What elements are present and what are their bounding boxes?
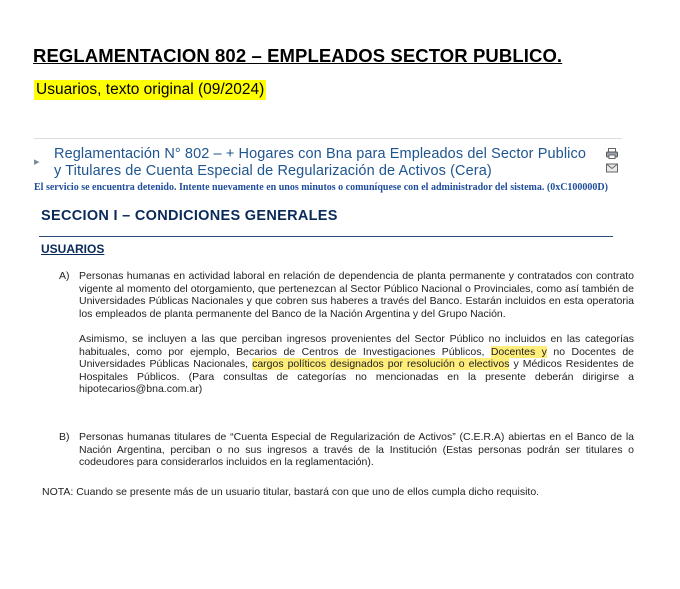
title-bar	[34, 138, 622, 183]
item-a-label: A)	[59, 270, 70, 282]
email-icon[interactable]	[606, 162, 618, 173]
service-error-message: El servicio se encuentra detenido. Intente nuevamente en unos minutos o comuníquese con el administrador del sistema. (0xC100000D)	[34, 182, 608, 193]
document-screenshot	[34, 138, 635, 578]
page-heading: REGLAMENTACION 802 – EMPLEADOS SECTOR PUBLICO.	[33, 45, 563, 66]
p2-text-end: y Médicos Residentes de Hospitales Públicos. (Para consultas de categorías no mencionadas en la presente deberán dirigirse a hipotecarios@bna.com.ar)	[79, 358, 635, 395]
item-b-label: B)	[59, 431, 70, 443]
item-a-text	[79, 270, 634, 396]
print-icon[interactable]	[606, 148, 618, 159]
highlight-cargos-politicos: cargos políticos designados por resolución o electivos	[252, 358, 510, 370]
bullet-icon: ▸	[34, 156, 40, 168]
highlight-docentes: Docentes y	[490, 345, 547, 358]
toolbar-icons	[606, 148, 622, 176]
nota-text: NOTA: Cuando se presente más de un usuario titular, bastará con que uno de ellos cumpla dicho requisito.	[42, 486, 540, 498]
p2-text-start: Asimismo, se incluyen a las que perciban ingresos provenientes del Sector Público no incluidos en las categorías habituales, como por ejemplo, Becarios de Centros de Investigaciones Públicos,	[79, 333, 634, 358]
usuarios-heading: USUARIOS	[41, 242, 105, 256]
subtitle-highlight: Usuarios, texto original (09/2024)	[36, 81, 265, 98]
item-b-text: Personas humanas titulares de “Cuenta Especial de Regularización de Activos” (C.E.R.A) abiertas en el Banco de la Nación Argentina, perciban o no sus ingresos a través de la Institución (Estas personas podrán ser titulares o codeudores para considerarlos incluidos en la reglamentación).	[79, 431, 634, 468]
item-a-paragraph-1: Personas humanas en actividad laboral en relación de dependencia de planta permanente y contratados con contrato vigente al momento del otorgamiento, que pertenezcan al Sector Público Nacional o Provinciales, como así también de Universidades Públicas Nacionales y que cobren sus haberes a través del Banco. Estarán incluidos en esta operatoria los empleados de planta permanente del Banco de la Nación Argentina y del Grupo Nación.	[79, 270, 634, 320]
p2-text-middle: no Docentes de Universidades Públicas Nacionales,	[79, 345, 635, 370]
section-divider	[39, 236, 613, 237]
section-title: SECCION I – CONDICIONES GENERALES	[41, 208, 338, 224]
document-title[interactable]: Reglamentación N° 802 – + Hogares con Bna para Empleados del Sector Publico y Titulares de Cuenta Especial de Regularización de Activos (Cera)	[54, 146, 586, 179]
item-a-paragraph-2	[79, 333, 634, 396]
